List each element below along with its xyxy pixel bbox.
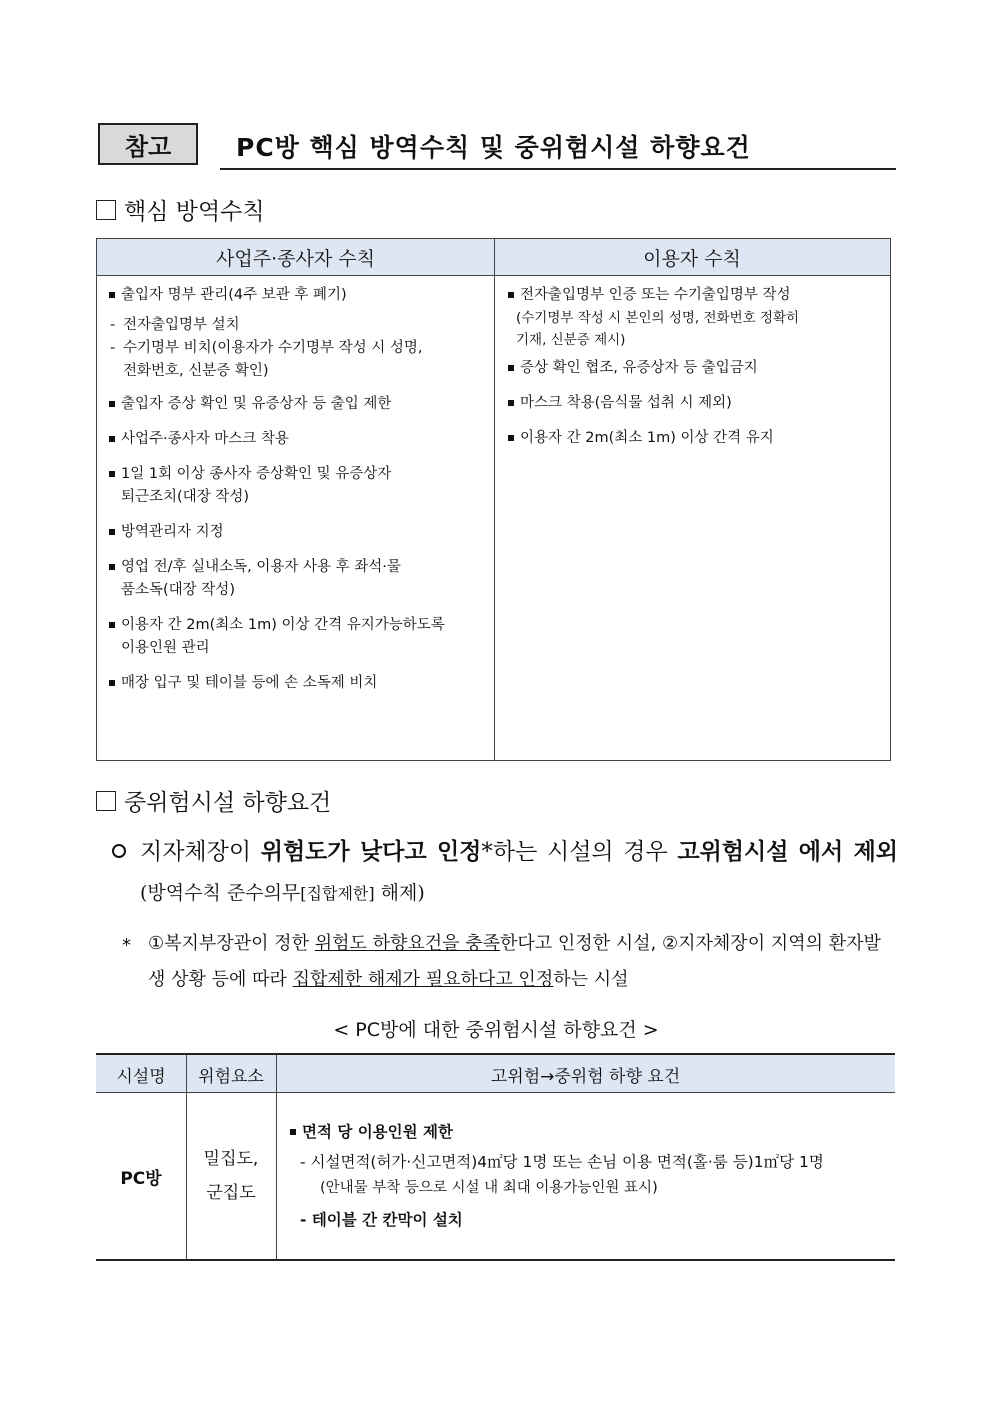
list-item: 마스크 착용(음식물 섭취 시 제외)	[506, 392, 886, 415]
list-item: 이용자 간 2m(최소 1m) 이상 간격 유지	[506, 427, 886, 450]
square-bullet-icon	[290, 1129, 296, 1135]
header-facility: 시설명	[116, 1066, 166, 1087]
checkbox-square-icon	[96, 200, 116, 220]
risk-factors: 밀집도, 군집도	[203, 1149, 259, 1203]
list-item: 출입자 명부 관리(4주 보관 후 폐기)	[107, 284, 487, 307]
list-item: 사업주·종사자 마스크 착용	[107, 428, 487, 451]
list-note: (수기명부 작성 시 본인의 성명, 전화번호 정확히 기재, 신분증 제시)	[516, 310, 800, 348]
list-item: 증상 확인 협조, 유증상자 등 출입금지	[506, 357, 886, 380]
list-item: 매장 입구 및 테이블 등에 손 소독제 비치	[107, 672, 487, 695]
list-item: 이용자 간 2m(최소 1m) 이상 간격 유지가능하도록 이용인원 관리	[107, 614, 487, 660]
paragraph-text: 지자체장이 위험도가 낮다고 인정*하는 시설의 경우 고위험시설 에서 제외(방역수칙 준수의무[집합제한] 해제)	[140, 838, 899, 904]
list-subitem: - 수기명부 비치(이용자가 수기명부 작성 시 성명,	[110, 340, 423, 356]
list-subitem-cont: 전화번호, 신분증 확인)	[123, 363, 269, 379]
list-item: 방역관리자 지정	[107, 521, 487, 544]
requirements-body	[286, 1119, 824, 1233]
owner-rules-column	[107, 284, 487, 695]
section2-title: 중위험시설 하향요건	[124, 790, 332, 816]
list-item: 출입자 증상 확인 및 유증상자 등 출입 제한	[107, 393, 487, 416]
checkbox-square-icon	[96, 791, 116, 811]
circle-bullet-icon	[112, 844, 126, 858]
header-risk: 위험요소	[198, 1066, 264, 1087]
list-item: 전자출입명부 인증 또는 수기출입명부 작성	[506, 284, 886, 307]
rules-table	[96, 238, 891, 761]
footnote-text: ①복지부장관이 정한 위험도 하향요건을 충족한다고 인정한 시설, ②지자체장이 지역의 환자발생 상황 등에 따라 집합제한 해제가 필요하다고 인정하는 시설	[148, 933, 881, 990]
requirement-subitem: - 테이블 간 칸막이 설치	[300, 1211, 463, 1229]
requirement-item: 면적 당 이용인원 제한	[286, 1119, 824, 1145]
section1-heading	[96, 193, 265, 226]
header-requirement: 고위험→중위험 하향 요건	[490, 1066, 681, 1087]
column-divider	[494, 239, 495, 760]
circle-bullet-paragraph	[112, 832, 898, 914]
requirement-subitem: - 시설면적(허가·신고면적)4㎡당 1명 또는 손님 이용 면적(홀·룸 등)1㎡당 1명	[300, 1153, 824, 1171]
facility-name: PC방	[120, 1168, 162, 1189]
title-underline	[220, 168, 896, 170]
user-rules-column	[506, 284, 886, 450]
downgrade-requirements-table	[96, 1053, 895, 1261]
col1-header: 사업주·종사자 수칙	[97, 239, 494, 276]
requirement-note: (안내물 부착 등으로 시설 내 최대 이용가능인원 표시)	[320, 1180, 658, 1196]
section2-heading	[96, 784, 331, 817]
col2-header: 이용자 수칙	[494, 239, 890, 276]
footnote	[122, 926, 898, 998]
page-title: PC방 핵심 방역수칙 및 중위험시설 하향요건	[236, 133, 751, 162]
list-item: 1일 1회 이상 종사자 증상확인 및 유증상자 퇴근조치(대장 작성)	[107, 463, 487, 509]
list-item: 영업 전/후 실내소독, 이용자 사용 후 좌석·물 품소독(대장 작성)	[107, 556, 487, 602]
section1-title: 핵심 방역수칙	[124, 199, 265, 225]
table-caption: < PC방에 대한 중위험시설 하향요건 >	[333, 1019, 659, 1041]
reference-tag: 참고	[98, 123, 198, 165]
title-row	[96, 120, 896, 170]
footnote-marker: *	[122, 935, 131, 956]
list-subitem: - 전자출입명부 설치	[110, 317, 240, 333]
